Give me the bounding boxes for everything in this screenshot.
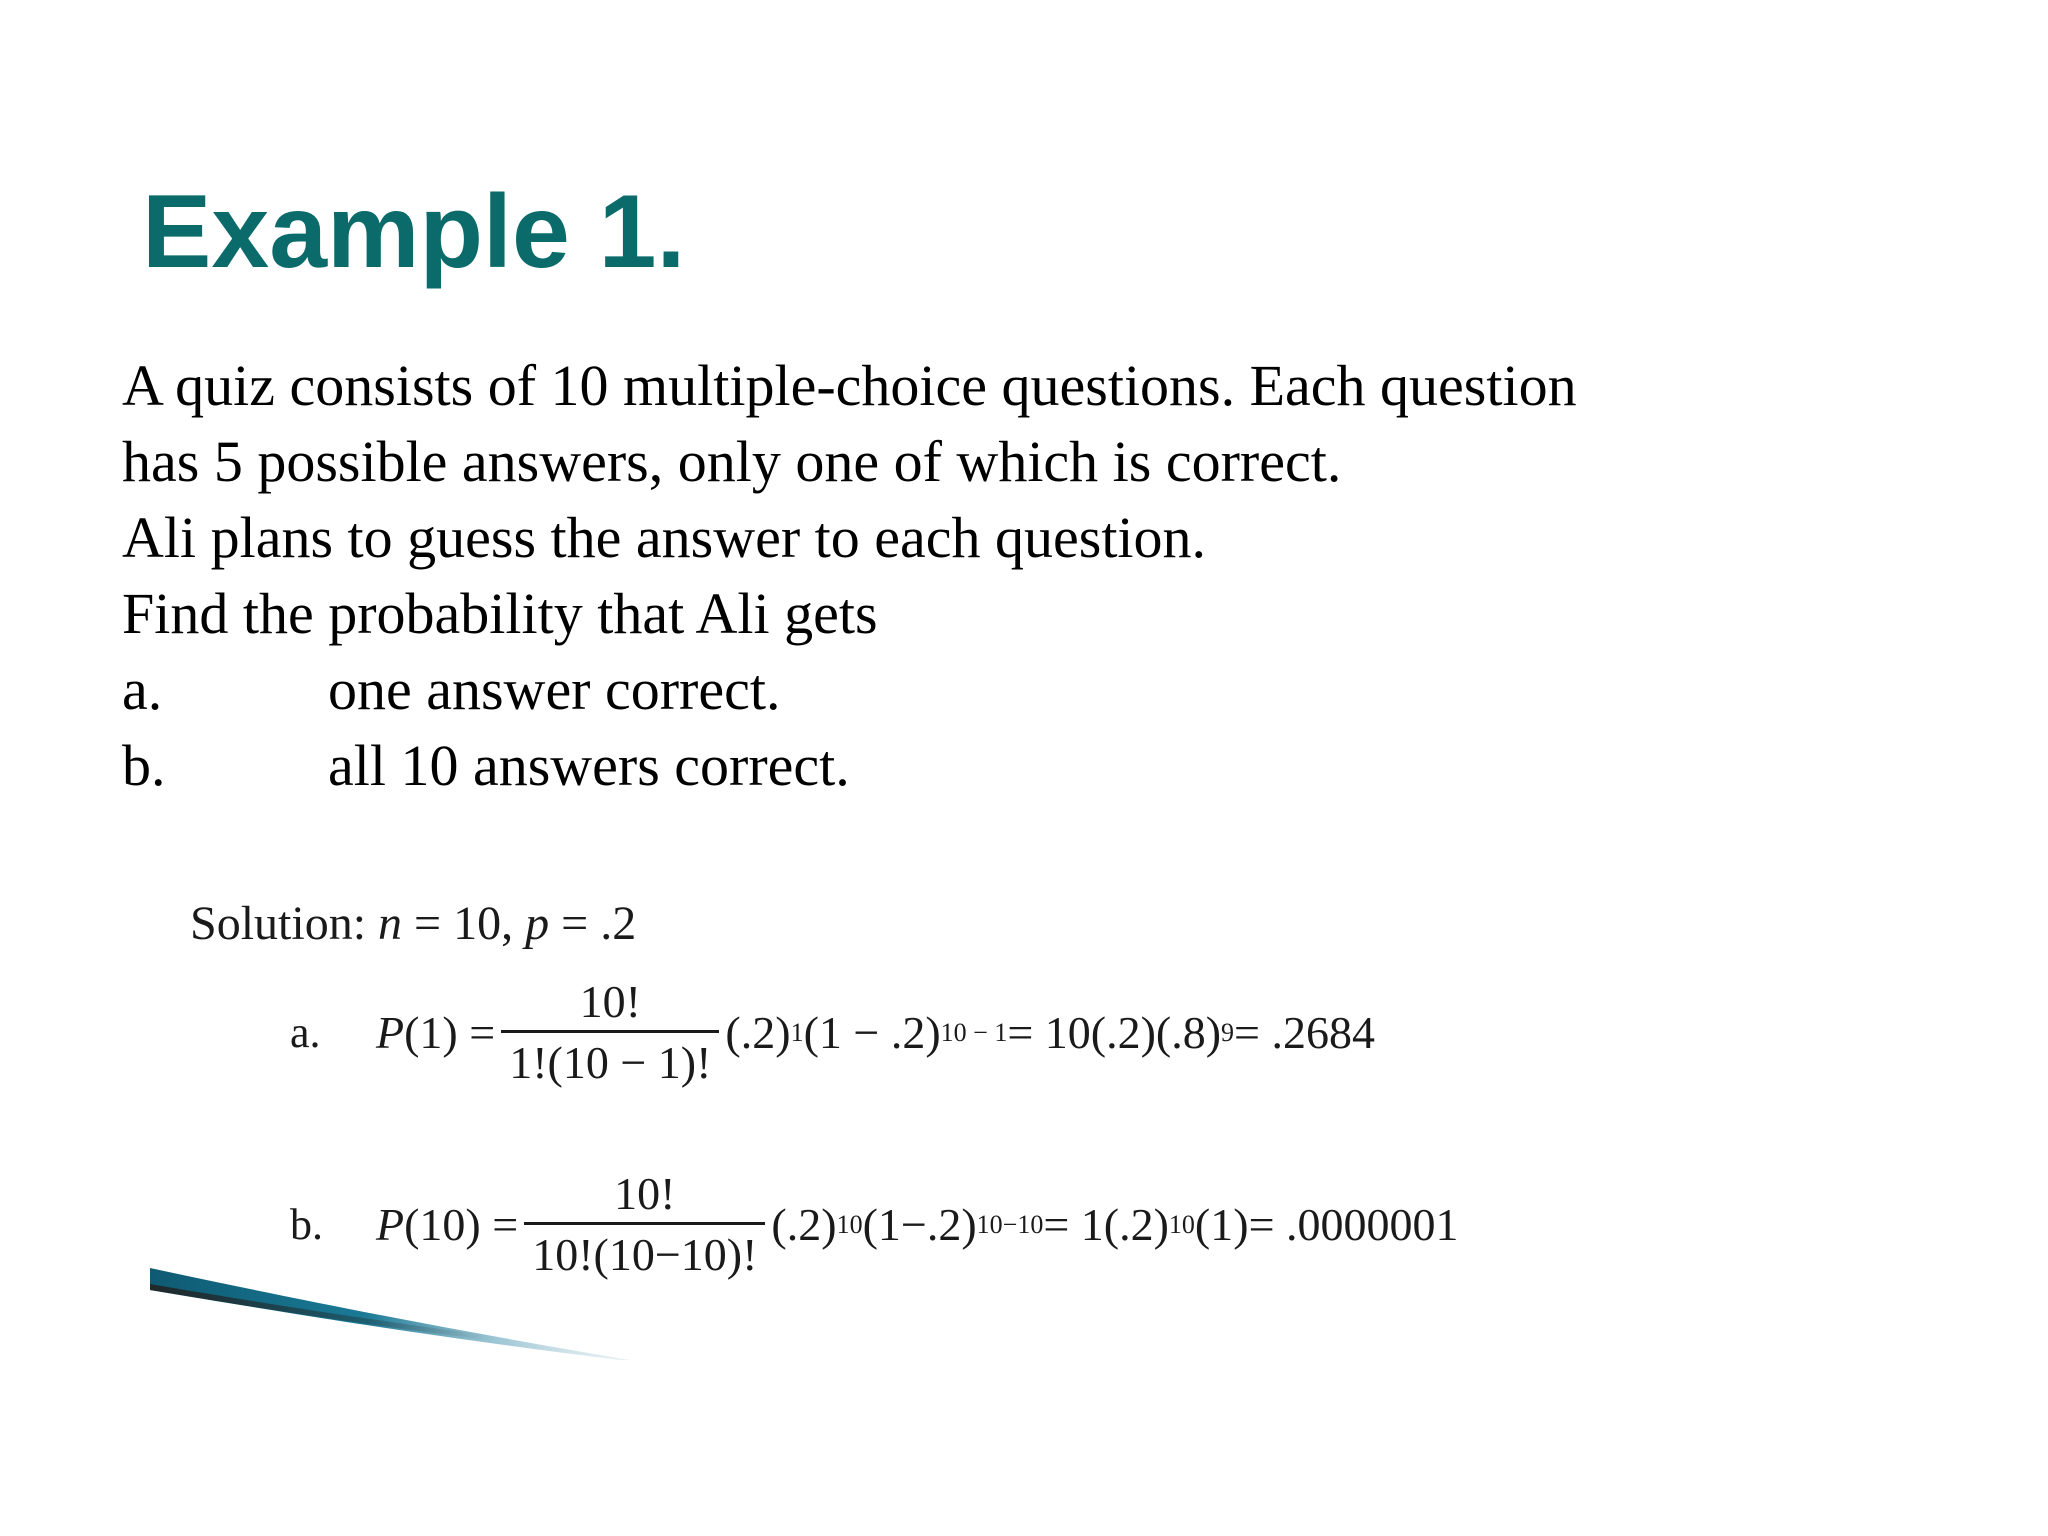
- success-term: (.2): [771, 1199, 837, 1251]
- equation-part-b: b. P (10) = $\frac{10!}{10!(10-10)!}$ (.2) 10 (1−.2) 10−10 = 1(.2) 10 (1) = .0000001: [290, 1168, 1459, 1281]
- probability-symbol: P: [376, 1199, 405, 1251]
- decorative-swoosh: [150, 1250, 630, 1360]
- problem-item-a: [122, 652, 1577, 728]
- failure-term: (1−.2): [862, 1199, 977, 1251]
- probability-argument: (10) =: [404, 1199, 519, 1251]
- probability-symbol: P: [376, 1007, 405, 1059]
- tail-term: (1): [1194, 1199, 1249, 1251]
- solution-parameters: [190, 897, 637, 950]
- equation-part-a: a. P (1) = $\frac{10!}{1!(10 - 1)!}$ (.2) 1 (1 − .2) 10 − 1 = 10(.2)(.8) 9 = .2684: [290, 976, 1375, 1089]
- item-marker: a.: [122, 657, 163, 722]
- problem-line: has 5 possible answers, only one of which is correct.: [122, 429, 1342, 494]
- simplified-term: = 1(.2): [1043, 1199, 1169, 1251]
- result-value: = .0000001: [1248, 1199, 1459, 1251]
- item-text: one answer correct.: [328, 657, 781, 722]
- solution-header: [190, 897, 637, 950]
- binomial-coefficient: [501, 978, 719, 1088]
- probability-argument: (1) =: [404, 1007, 496, 1059]
- part-b-label: b.: [290, 1200, 323, 1250]
- problem-line: A quiz consists of 10 multiple-choice questions. Each question: [122, 353, 1577, 418]
- fraction-denominator: 10!(10−10)!: [524, 1222, 765, 1279]
- problem-statement: [122, 348, 1577, 804]
- solution-prefix: Solution:: [190, 897, 379, 950]
- part-a-label: a.: [290, 1008, 321, 1058]
- problem-line: Ali plans to guess the answer to each question.: [122, 505, 1207, 570]
- failure-term: (1 − .2): [803, 1007, 941, 1059]
- item-text: all 10 answers correct.: [328, 733, 850, 798]
- fraction-numerator: 10!: [614, 1168, 676, 1219]
- item-marker: b.: [122, 733, 166, 798]
- success-term: (.2): [725, 1007, 791, 1059]
- n-value: = 10,: [402, 897, 526, 950]
- fraction-numerator: 10!: [579, 976, 641, 1027]
- problem-line: Find the probability that Ali gets: [122, 581, 878, 646]
- slide-title: Example 1.: [142, 174, 686, 290]
- fraction-denominator: 1!(10 − 1)!: [501, 1030, 719, 1087]
- result-value: = .2684: [1234, 1007, 1375, 1059]
- problem-item-b: [122, 728, 1577, 804]
- p-variable: p: [525, 897, 550, 950]
- p-value: = .2: [549, 897, 637, 950]
- simplified-term: = 10(.2)(.8): [1007, 1007, 1222, 1059]
- n-variable: n: [378, 897, 403, 950]
